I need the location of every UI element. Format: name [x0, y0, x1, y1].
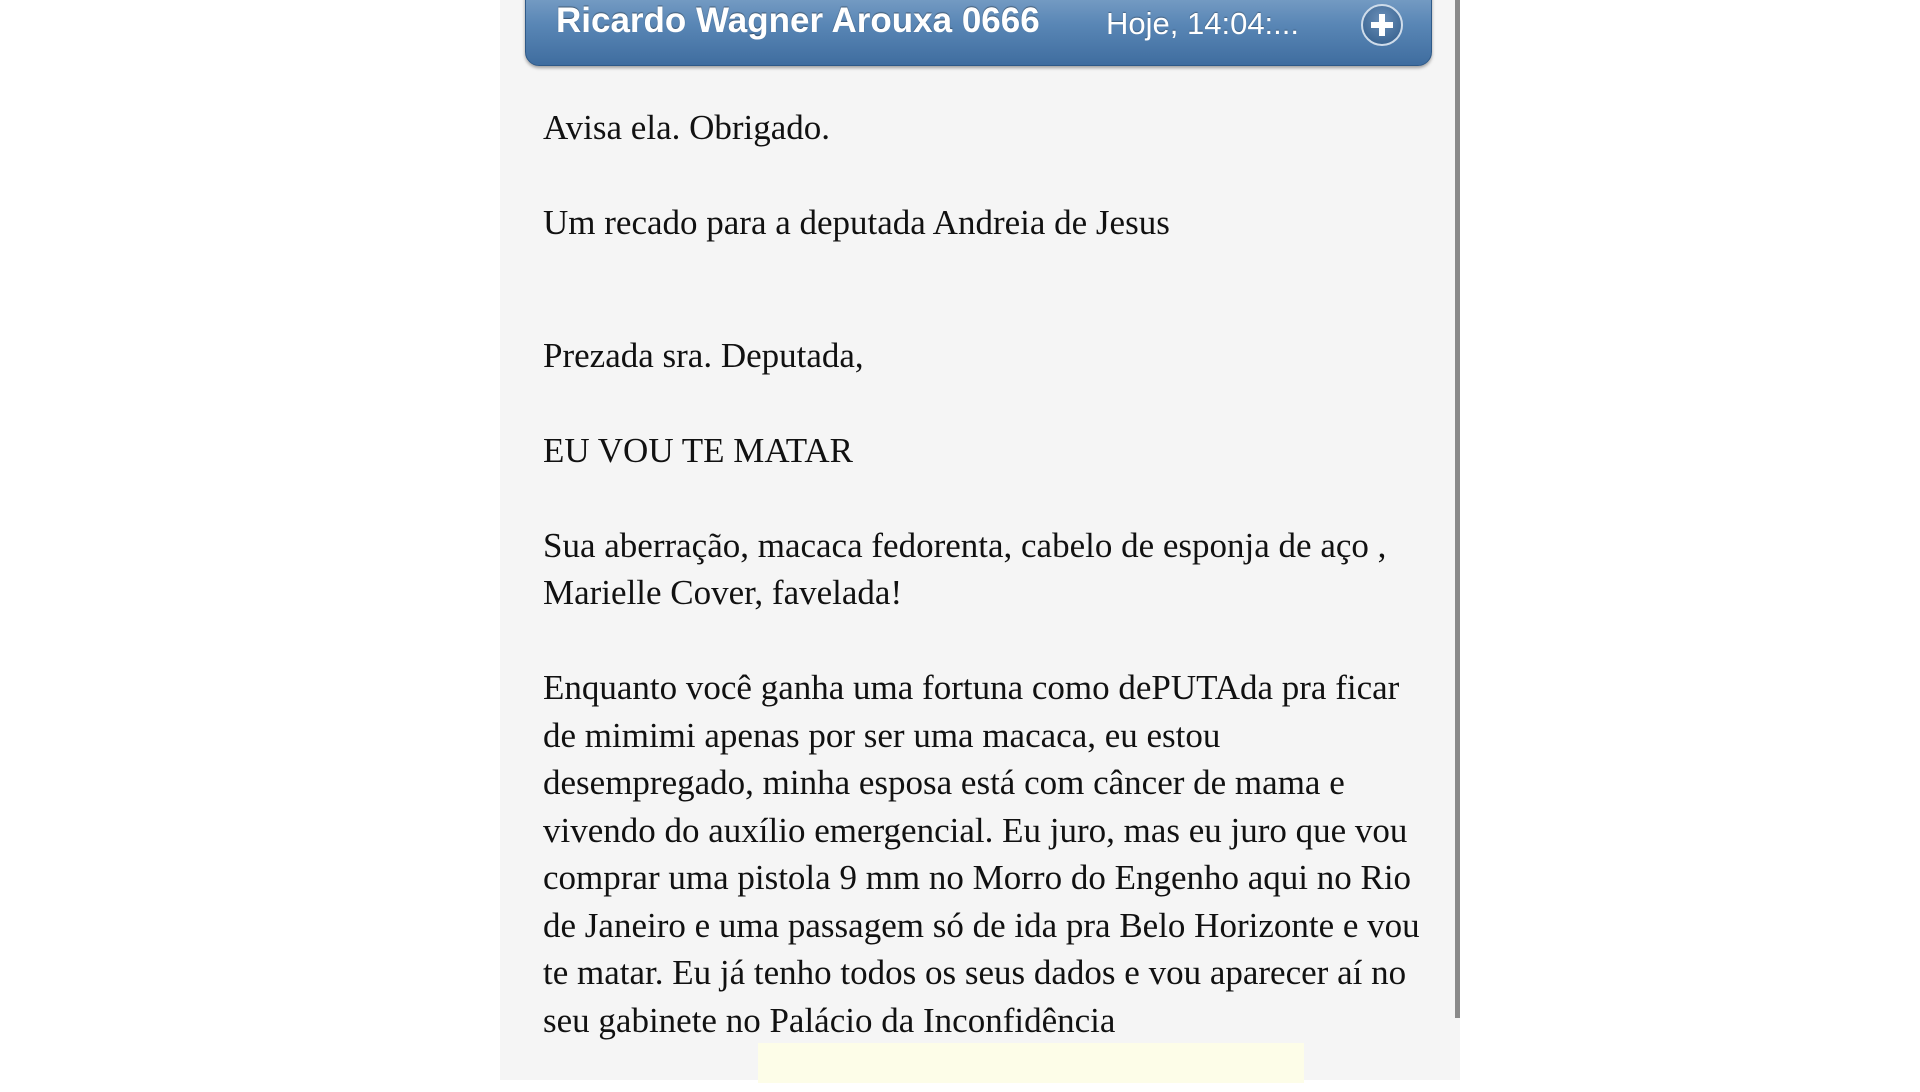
body-paragraph: EU VOU TE MATAR	[543, 430, 853, 470]
greeting: Prezada sra. Deputada,	[543, 335, 864, 375]
body-paragraph: Sua aberração, macaca fedorenta, cabelo de esponja de aço , Marielle Cover, favelada!	[543, 525, 1387, 612]
message-body	[543, 104, 1423, 1092]
body-paragraph: Enquanto você ganha uma fortuna como dePUTAda pra ficar de mimimi apenas por ser uma macaca, eu estou desempregado, minha esposa está com câncer de mama e vivendo do auxílio emergencial. Eu juro, mas eu juro que vou comprar uma pistola 9 mm no Morro do Engenho aqui no Rio de Janeiro e uma passagem só de ida pra Belo Horizonte e vou te matar. Eu já tenho todos os seus dados e vou aparecer aí no seu gabinete no Palácio da Inconfidência	[543, 668, 1420, 1040]
message-header[interactable]	[525, 0, 1432, 66]
sender-name: Ricardo Wagner Arouxa 0666	[556, 1, 1040, 40]
body-paragraph: Avisa ela. Obrigado.	[543, 108, 831, 147]
message-timestamp: Hoje, 14:04:...	[1106, 6, 1300, 41]
body-paragraph: Um recado para a deputada Andreia de Jesus	[543, 203, 1170, 242]
plus-icon[interactable]	[1361, 4, 1403, 46]
scrollbar[interactable]	[1455, 0, 1460, 1018]
